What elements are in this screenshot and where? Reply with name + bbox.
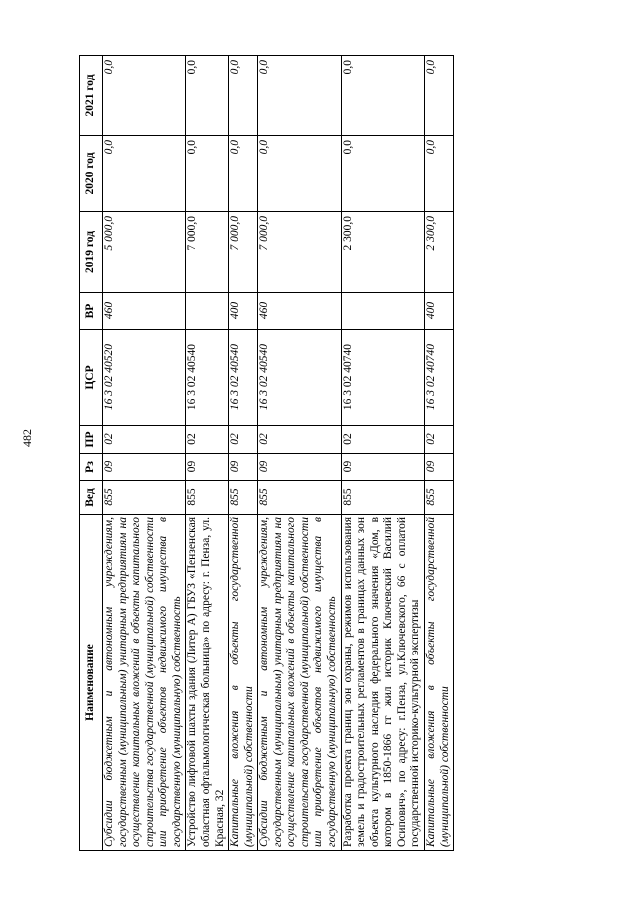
row-2021: 0,0 (186, 56, 229, 136)
row-2019: 2 300,0 (341, 212, 424, 293)
header-2019: 2019 год (80, 212, 103, 293)
row-vr: 400 (424, 293, 453, 330)
row-csr: 16 3 02 40540 (229, 330, 258, 426)
row-rz: 09 (186, 454, 229, 481)
row-2020: 0,0 (103, 136, 186, 212)
header-pr: ПР (80, 426, 103, 454)
row-csr: 16 3 02 40540 (186, 330, 229, 426)
table-row (103, 56, 186, 851)
row-csr: 16 3 02 40540 (258, 330, 341, 426)
row-rz: 09 (258, 454, 341, 481)
budget-table (79, 55, 454, 851)
row-vr (186, 293, 229, 330)
row-2019: 7 000,0 (186, 212, 229, 293)
row-2021: 0,0 (103, 56, 186, 136)
row-2020: 0,0 (258, 136, 341, 212)
row-ved: 855 (424, 481, 453, 515)
row-2019: 7 000,0 (229, 212, 258, 293)
row-rz: 09 (341, 454, 424, 481)
row-rz: 09 (103, 454, 186, 481)
header-rz: Рз (80, 454, 103, 481)
row-csr: 16 3 02 40520 (103, 330, 186, 426)
header-vr: ВР (80, 293, 103, 330)
row-ved: 855 (341, 481, 424, 515)
page-number: 482 (20, 429, 34, 447)
table-header-row (80, 56, 103, 851)
row-pr: 02 (186, 426, 229, 454)
row-rz: 09 (424, 454, 453, 481)
row-2019: 7 000,0 (258, 212, 341, 293)
table-row (424, 56, 453, 851)
row-2020: 0,0 (341, 136, 424, 212)
row-ved: 855 (258, 481, 341, 515)
row-vr: 460 (103, 293, 186, 330)
row-csr: 16 3 02 40740 (424, 330, 453, 426)
row-2020: 0,0 (186, 136, 229, 212)
row-pr: 02 (341, 426, 424, 454)
row-pr: 02 (258, 426, 341, 454)
header-name: Наименование (80, 515, 103, 851)
row-2019: 2 300,0 (424, 212, 453, 293)
table-row (341, 56, 424, 851)
row-pr: 02 (229, 426, 258, 454)
row-rz: 09 (229, 454, 258, 481)
row-csr: 16 3 02 40740 (341, 330, 424, 426)
table-row (186, 56, 229, 851)
row-name: Разработка проекта границ зон охраны, режимов использования земель и градостроительных регламентов в границах данных зон объекта культурного наследия федерального значения «Дом, в котором в 1850-1866 гг жил историк Ключевский Василий Осипович», по адресу: г.Пенза, ул.Ключевского, 66 с оплатой государственной историко-культурной экспертизы (341, 515, 424, 851)
row-ved: 855 (229, 481, 258, 515)
row-vr: 400 (229, 293, 258, 330)
row-2020: 0,0 (229, 136, 258, 212)
header-2021: 2021 год (80, 56, 103, 136)
rotated-table-container (79, 56, 454, 851)
row-name: Капитальные вложения в объекты государственной (муниципальной) собственности (229, 515, 258, 851)
row-ved: 855 (186, 481, 229, 515)
row-pr: 02 (103, 426, 186, 454)
row-2021: 0,0 (424, 56, 453, 136)
row-vr (341, 293, 424, 330)
row-name: Капитальные вложения в объекты государственной (муниципальной) собственности (424, 515, 453, 851)
row-ved: 855 (103, 481, 186, 515)
row-2021: 0,0 (229, 56, 258, 136)
row-name: Устройство лифтовой шахты здания (Литер А) ГБУЗ «Пензенская областная офтальмологическая больница» по адресу: г. Пенза, ул. Красная, 32 (186, 515, 229, 851)
row-2021: 0,0 (341, 56, 424, 136)
row-name: Субсидии бюджетным и автономным учреждениям, государственным (муниципальным) унитарным предприятиям на осуществление капитальных вложений в объекты капитального строительства государственной (муниципальной) собственности или приобретение объектов недвижимого имущества в государственную (муниципальную) собственность (103, 515, 186, 851)
header-2020: 2020 год (80, 136, 103, 212)
header-csr: ЦСР (80, 330, 103, 426)
table-row (258, 56, 341, 851)
row-2020: 0,0 (424, 136, 453, 212)
row-2021: 0,0 (258, 56, 341, 136)
row-pr: 02 (424, 426, 453, 454)
table-row (229, 56, 258, 851)
row-vr: 460 (258, 293, 341, 330)
row-2019: 5 000,0 (103, 212, 186, 293)
row-name: Субсидии бюджетным и автономным учреждениям, государственным (муниципальным) унитарным предприятиям на осуществление капитальных вложений в объекты капитального строительства государственной (муниципальной) собственности или приобретение объектов недвижимого имущества в государственную (муниципальную) собственность (258, 515, 341, 851)
header-ved: Вед (80, 481, 103, 515)
